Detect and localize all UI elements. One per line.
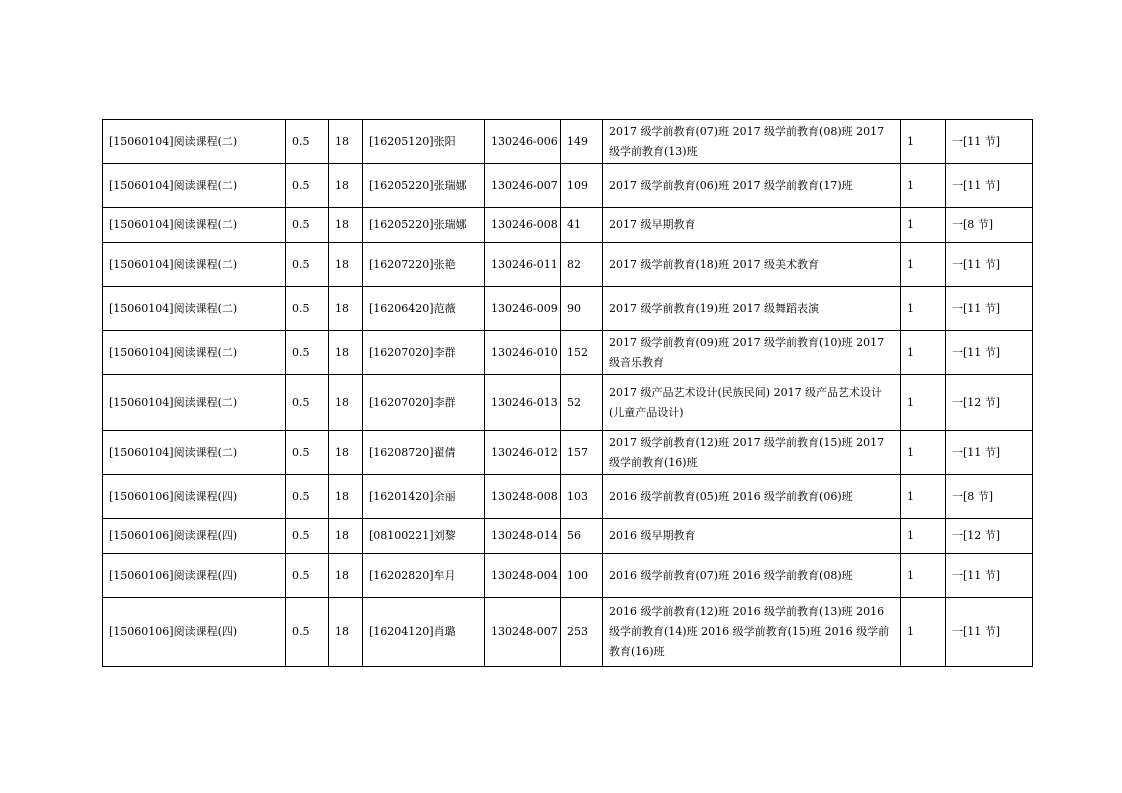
student-count-cell: 103 <box>561 475 603 519</box>
credit-cell: 0.5 <box>286 554 329 598</box>
hours-cell: 18 <box>329 331 363 375</box>
course-name-cell: [15060104]阅读课程(二) <box>103 375 286 431</box>
schedule-cell: 一[11 节] <box>946 331 1033 375</box>
hours-cell: 18 <box>329 164 363 208</box>
class-id-cell: 130248-007 <box>485 598 561 667</box>
schedule-cell: 一[12 节] <box>946 375 1033 431</box>
quantity-cell: 1 <box>901 375 946 431</box>
schedule-cell: 一[11 节] <box>946 120 1033 164</box>
hours-cell: 18 <box>329 598 363 667</box>
student-count-cell: 100 <box>561 554 603 598</box>
quantity-cell: 1 <box>901 519 946 554</box>
hours-cell: 18 <box>329 475 363 519</box>
table-row <box>103 120 1033 164</box>
course-name-cell: [15060106]阅读课程(四) <box>103 519 286 554</box>
table-row <box>103 243 1033 287</box>
quantity-cell: 1 <box>901 243 946 287</box>
student-count-cell: 109 <box>561 164 603 208</box>
teacher-cell: [16204120]肖璐 <box>363 598 485 667</box>
credit-cell: 0.5 <box>286 331 329 375</box>
table-row <box>103 287 1033 331</box>
class-id-cell: 130246-010 <box>485 331 561 375</box>
schedule-cell: 一[8 节] <box>946 475 1033 519</box>
student-count-cell: 41 <box>561 208 603 243</box>
class-list-cell: 2017 级学前教育(09)班 2017 级学前教育(10)班 2017 级音乐教育 <box>603 331 901 375</box>
credit-cell: 0.5 <box>286 243 329 287</box>
schedule-cell: 一[11 节] <box>946 164 1033 208</box>
class-id-cell: 130246-009 <box>485 287 561 331</box>
class-list-cell: 2016 级学前教育(07)班 2016 级学前教育(08)班 <box>603 554 901 598</box>
hours-cell: 18 <box>329 554 363 598</box>
course-name-cell: [15060104]阅读课程(二) <box>103 243 286 287</box>
table-row <box>103 164 1033 208</box>
hours-cell: 18 <box>329 375 363 431</box>
course-schedule-table <box>102 119 1033 667</box>
schedule-cell: 一[11 节] <box>946 554 1033 598</box>
student-count-cell: 52 <box>561 375 603 431</box>
class-list-cell: 2016 级学前教育(12)班 2016 级学前教育(13)班 2016 级学前教育(14)班 2016 级学前教育(15)班 2016 级学前教育(16)班 <box>603 598 901 667</box>
table-body <box>103 120 1033 667</box>
hours-cell: 18 <box>329 519 363 554</box>
hours-cell: 18 <box>329 208 363 243</box>
course-name-cell: [15060104]阅读课程(二) <box>103 120 286 164</box>
credit-cell: 0.5 <box>286 287 329 331</box>
course-name-cell: [15060104]阅读课程(二) <box>103 431 286 475</box>
student-count-cell: 253 <box>561 598 603 667</box>
course-name-cell: [15060106]阅读课程(四) <box>103 475 286 519</box>
credit-cell: 0.5 <box>286 598 329 667</box>
schedule-cell: 一[11 节] <box>946 243 1033 287</box>
course-name-cell: [15060104]阅读课程(二) <box>103 331 286 375</box>
hours-cell: 18 <box>329 287 363 331</box>
teacher-cell: [16205220]张瑞娜 <box>363 208 485 243</box>
teacher-cell: [16207020]李群 <box>363 375 485 431</box>
class-id-cell: 130246-012 <box>485 431 561 475</box>
teacher-cell: [16201420]余丽 <box>363 475 485 519</box>
course-name-cell: [15060106]阅读课程(四) <box>103 598 286 667</box>
class-id-cell: 130246-006 <box>485 120 561 164</box>
schedule-cell: 一[11 节] <box>946 431 1033 475</box>
quantity-cell: 1 <box>901 331 946 375</box>
teacher-cell: [16206420]范薇 <box>363 287 485 331</box>
class-id-cell: 130248-014 <box>485 519 561 554</box>
schedule-cell: 一[11 节] <box>946 598 1033 667</box>
teacher-cell: [16205120]张阳 <box>363 120 485 164</box>
credit-cell: 0.5 <box>286 519 329 554</box>
class-list-cell: 2016 级早期教育 <box>603 519 901 554</box>
table-row <box>103 208 1033 243</box>
hours-cell: 18 <box>329 431 363 475</box>
table-row <box>103 598 1033 667</box>
teacher-cell: [16207020]李群 <box>363 331 485 375</box>
teacher-cell: [08100221]刘黎 <box>363 519 485 554</box>
student-count-cell: 56 <box>561 519 603 554</box>
student-count-cell: 90 <box>561 287 603 331</box>
class-list-cell: 2017 级学前教育(12)班 2017 级学前教育(15)班 2017 级学前教育(16)班 <box>603 431 901 475</box>
student-count-cell: 152 <box>561 331 603 375</box>
quantity-cell: 1 <box>901 598 946 667</box>
class-id-cell: 130246-013 <box>485 375 561 431</box>
quantity-cell: 1 <box>901 431 946 475</box>
table-row <box>103 331 1033 375</box>
hours-cell: 18 <box>329 243 363 287</box>
class-id-cell: 130246-008 <box>485 208 561 243</box>
class-list-cell: 2017 级学前教育(07)班 2017 级学前教育(08)班 2017 级学前教育(13)班 <box>603 120 901 164</box>
credit-cell: 0.5 <box>286 208 329 243</box>
table-row <box>103 554 1033 598</box>
class-id-cell: 130246-007 <box>485 164 561 208</box>
course-name-cell: [15060106]阅读课程(四) <box>103 554 286 598</box>
quantity-cell: 1 <box>901 208 946 243</box>
quantity-cell: 1 <box>901 164 946 208</box>
credit-cell: 0.5 <box>286 375 329 431</box>
course-name-cell: [15060104]阅读课程(二) <box>103 164 286 208</box>
schedule-cell: 一[12 节] <box>946 519 1033 554</box>
teacher-cell: [16205220]张瑞娜 <box>363 164 485 208</box>
class-id-cell: 130246-011 <box>485 243 561 287</box>
quantity-cell: 1 <box>901 554 946 598</box>
quantity-cell: 1 <box>901 287 946 331</box>
class-id-cell: 130248-008 <box>485 475 561 519</box>
schedule-cell: 一[11 节] <box>946 287 1033 331</box>
class-list-cell: 2016 级学前教育(05)班 2016 级学前教育(06)班 <box>603 475 901 519</box>
student-count-cell: 82 <box>561 243 603 287</box>
student-count-cell: 149 <box>561 120 603 164</box>
credit-cell: 0.5 <box>286 120 329 164</box>
credit-cell: 0.5 <box>286 164 329 208</box>
class-list-cell: 2017 级早期教育 <box>603 208 901 243</box>
teacher-cell: [16207220]张艳 <box>363 243 485 287</box>
credit-cell: 0.5 <box>286 475 329 519</box>
quantity-cell: 1 <box>901 475 946 519</box>
class-list-cell: 2017 级学前教育(18)班 2017 级美术教育 <box>603 243 901 287</box>
hours-cell: 18 <box>329 120 363 164</box>
table-row <box>103 475 1033 519</box>
table-row <box>103 519 1033 554</box>
quantity-cell: 1 <box>901 120 946 164</box>
class-list-cell: 2017 级学前教育(19)班 2017 级舞蹈表演 <box>603 287 901 331</box>
class-list-cell: 2017 级产品艺术设计(民族民间) 2017 级产品艺术设计(儿童产品设计) <box>603 375 901 431</box>
teacher-cell: [16202820]牟月 <box>363 554 485 598</box>
class-id-cell: 130248-004 <box>485 554 561 598</box>
schedule-cell: 一[8 节] <box>946 208 1033 243</box>
table-row <box>103 375 1033 431</box>
teacher-cell: [16208720]翟倩 <box>363 431 485 475</box>
class-list-cell: 2017 级学前教育(06)班 2017 级学前教育(17)班 <box>603 164 901 208</box>
student-count-cell: 157 <box>561 431 603 475</box>
credit-cell: 0.5 <box>286 431 329 475</box>
course-name-cell: [15060104]阅读课程(二) <box>103 287 286 331</box>
table-row <box>103 431 1033 475</box>
course-name-cell: [15060104]阅读课程(二) <box>103 208 286 243</box>
